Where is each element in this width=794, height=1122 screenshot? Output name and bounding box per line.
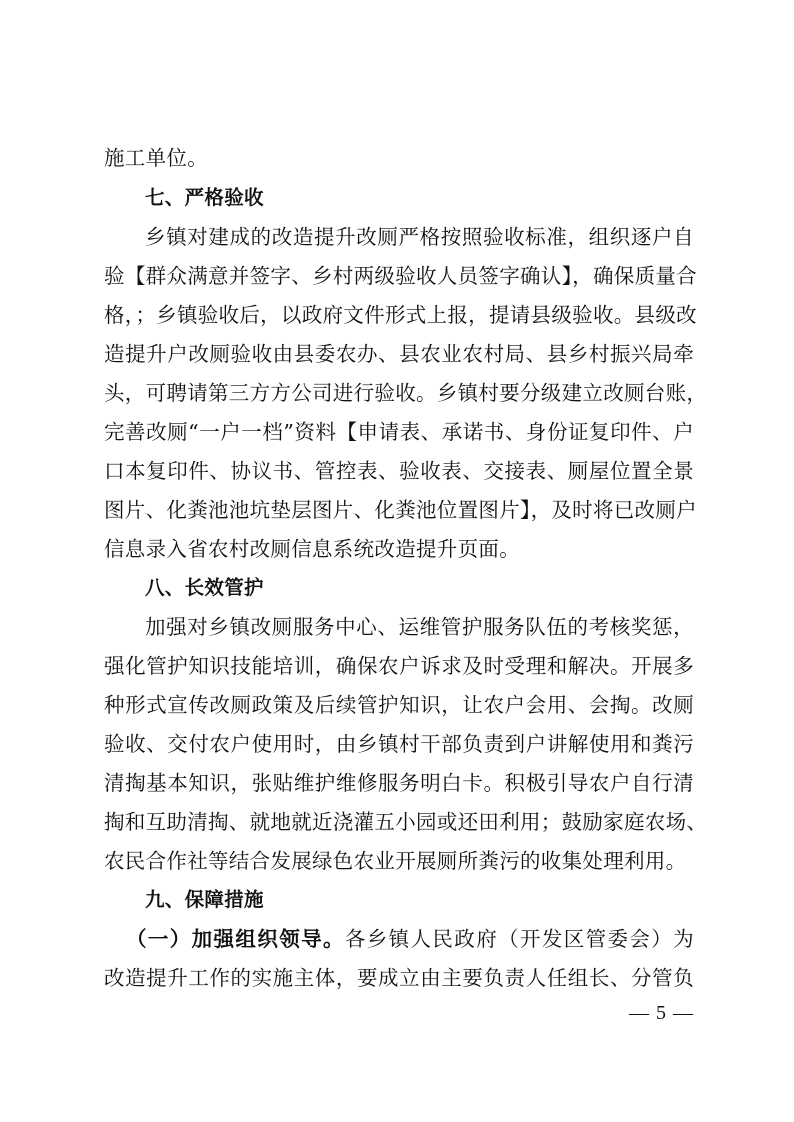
paragraph-line (104, 804, 708, 840)
section-heading-8 (104, 570, 694, 606)
paragraph-line (104, 921, 694, 957)
text-line: ，确保质量合 (572, 264, 697, 288)
text-line: 施工单位。 (104, 146, 208, 170)
text-line: 验收、交付农户使用时，由乡镇村干部负责到户讲解使用和粪污 (104, 732, 694, 756)
text-line: 各乡镇人民政府（开发区管委会）为 (344, 927, 694, 951)
paragraph-line (104, 492, 697, 528)
text-line: 掏和互助清掏、就地就近浇灌五小园或还田利用；鼓励家庭农场、 (104, 810, 708, 834)
text-line: 完善改厕“一户一档”资料 (104, 420, 337, 444)
paragraph-line (104, 687, 694, 723)
paragraph-line (104, 414, 694, 450)
subsection-lead: （一）加强组织领导。 (126, 927, 345, 951)
bracketed-note: 图片、化粪池池坑垫层图片、化粪池位置图片】 (104, 498, 531, 522)
text-line: 验 (104, 264, 125, 288)
text-line: 信息录入省农村改厕信息系统改造提升页面。 (104, 537, 520, 561)
section-heading-9 (104, 882, 694, 918)
text-line: 种形式宣传改厕政策及后续管护知识，让农户会用、会掏。改厕 (104, 693, 694, 717)
text-line: 加强对乡镇改厕服务中心、运维管护服务队伍的考核奖惩， (145, 615, 694, 639)
paragraph-line (104, 531, 694, 567)
text-line: 头，可聘请第三方方公司进行验收。乡镇村要分级建立改厕台账， (104, 381, 708, 405)
paragraph-line (104, 219, 694, 255)
bracketed-note: 【群众满意并签字、乡村两级验收人员签字确认】 (124, 264, 573, 288)
text-line: 改造提升工作的实施主体，要成立由主要负责人任组长、分管负 (104, 966, 694, 990)
page-number: — 5 — (629, 1002, 694, 1024)
bracketed-note: 口本复印件、协议书、管控表、验收表、交接表、厕屋位置全景 (104, 459, 694, 483)
text-line: 农民合作社等结合发展绿色农业开展厕所粪污的收集处理利用。 (104, 849, 687, 873)
paragraph-line (104, 960, 694, 996)
text-line: 格，；乡镇验收后，以政府文件形式上报，提请县级验收。县级改 (104, 303, 697, 327)
paragraph-line (104, 453, 694, 489)
text-line: ，及时将已改厕户 (530, 498, 697, 522)
heading-text: 九、保障措施 (145, 888, 264, 911)
heading-text: 八、长效管护 (145, 576, 264, 599)
text-line: 清掏基本知识，张贴维护维修服务明白卡。积极引导农户自行清 (104, 771, 694, 795)
section-heading-7 (104, 180, 694, 216)
paragraph-line (104, 843, 694, 879)
text-line: 造提升户改厕验收由县委农办、县农业农村局、县乡村振兴局牵 (104, 342, 694, 366)
text-line: 强化管护知识技能培训，确保农户诉求及时受理和解决。开展多 (104, 654, 694, 678)
paragraph-line (104, 726, 694, 762)
bracketed-note: 【申请表、承诺书、身份证复印件、户 (336, 420, 695, 444)
paragraph-line (104, 765, 694, 801)
heading-text: 七、严格验收 (145, 186, 264, 209)
paragraph-line (104, 609, 694, 645)
text-line: 乡镇对建成的改造提升改厕严格按照验收标准，组织逐户自 (145, 225, 694, 249)
paragraph-line (104, 375, 708, 411)
paragraph-line (104, 140, 694, 176)
paragraph-line (104, 297, 697, 333)
paragraph-line (104, 258, 697, 294)
paragraph-line (104, 336, 694, 372)
paragraph-line (104, 648, 694, 684)
